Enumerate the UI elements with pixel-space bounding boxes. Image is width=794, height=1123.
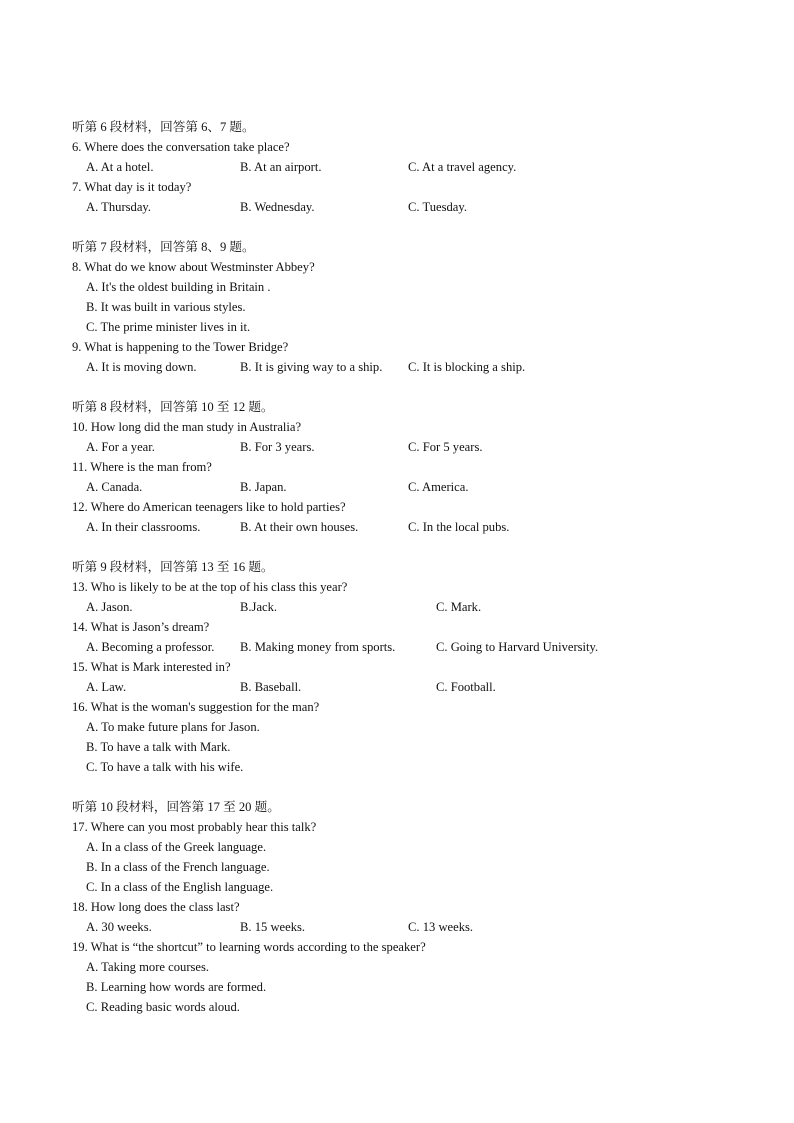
question-7: 7. What day is it today? bbox=[72, 180, 192, 194]
question-8: 8. What do we know about Westminster Abbey? bbox=[72, 260, 315, 274]
section-heading: 听第 9 段材料，回答第 13 至 16 题。 bbox=[72, 560, 274, 574]
option-a: A. Jason. bbox=[86, 600, 133, 614]
option-c: C. At a travel agency. bbox=[408, 160, 517, 174]
option-b: B. Wednesday. bbox=[240, 200, 315, 214]
option-b: B. Learning how words are formed. bbox=[86, 980, 267, 994]
option-b: B. 15 weeks. bbox=[240, 920, 306, 934]
option-b: B. At an airport. bbox=[240, 160, 322, 174]
option-a: A. Thursday. bbox=[86, 200, 152, 214]
option-a: A. At a hotel. bbox=[86, 160, 154, 174]
option-c: C. Football. bbox=[436, 680, 496, 694]
options-row bbox=[86, 639, 736, 655]
question-15: 15. What is Mark interested in? bbox=[72, 660, 231, 674]
option-b: B. To have a talk with Mark. bbox=[86, 740, 231, 754]
option-c: C. Tuesday. bbox=[408, 200, 468, 214]
option-a: A. To make future plans for Jason. bbox=[86, 720, 260, 734]
option-c: C. To have a talk with his wife. bbox=[86, 760, 244, 774]
option-b: B. It was built in various styles. bbox=[86, 300, 246, 314]
question-16: 16. What is the woman's suggestion for the man? bbox=[72, 700, 320, 714]
option-b: B. Making money from sports. bbox=[240, 640, 396, 654]
option-b: B. At their own houses. bbox=[240, 520, 359, 534]
question-12: 12. Where do American teenagers like to hold parties? bbox=[72, 500, 346, 514]
options-row bbox=[86, 599, 736, 615]
option-b: B. Japan. bbox=[240, 480, 287, 494]
options-row bbox=[86, 679, 736, 695]
option-a: A. Law. bbox=[86, 680, 127, 694]
options-row bbox=[86, 519, 736, 535]
question-19: 19. What is “the shortcut” to learning words according to the speaker? bbox=[72, 940, 426, 954]
options-row bbox=[86, 919, 736, 935]
question-18: 18. How long does the class last? bbox=[72, 900, 240, 914]
options-row bbox=[86, 359, 736, 375]
section-heading: 听第 8 段材料，回答第 10 至 12 题。 bbox=[72, 400, 274, 414]
question-11: 11. Where is the man from? bbox=[72, 460, 212, 474]
option-a: A. Canada. bbox=[86, 480, 143, 494]
option-b: B. In a class of the French language. bbox=[86, 860, 270, 874]
option-c: C. In the local pubs. bbox=[408, 520, 510, 534]
option-a: A. Becoming a professor. bbox=[86, 640, 215, 654]
option-a: A. It is moving down. bbox=[86, 360, 197, 374]
question-14: 14. What is Jason’s dream? bbox=[72, 620, 210, 634]
question-13: 13. Who is likely to be at the top of his class this year? bbox=[72, 580, 348, 594]
option-b: B. It is giving way to a ship. bbox=[240, 360, 383, 374]
option-c: C. It is blocking a ship. bbox=[408, 360, 526, 374]
options-row bbox=[86, 199, 736, 215]
option-a: A. 30 weeks. bbox=[86, 920, 152, 934]
option-b: B. For 3 years. bbox=[240, 440, 315, 454]
option-c: C. 13 weeks. bbox=[408, 920, 474, 934]
option-c: C. Going to Harvard University. bbox=[436, 640, 599, 654]
question-10: 10. How long did the man study in Australia? bbox=[72, 420, 302, 434]
option-a: A. In their classrooms. bbox=[86, 520, 201, 534]
option-a: A. For a year. bbox=[86, 440, 155, 454]
option-b: B. Baseball. bbox=[240, 680, 302, 694]
option-c: C. Mark. bbox=[436, 600, 482, 614]
option-c: C. The prime minister lives in it. bbox=[86, 320, 251, 334]
option-b: B.Jack. bbox=[240, 600, 278, 614]
option-c: C. In a class of the English language. bbox=[86, 880, 274, 894]
section-heading: 听第 10 段材料，回答第 17 至 20 题。 bbox=[72, 800, 280, 814]
option-c: C. For 5 years. bbox=[408, 440, 483, 454]
option-a: A. In a class of the Greek language. bbox=[86, 840, 267, 854]
option-a: A. Taking more courses. bbox=[86, 960, 210, 974]
section-heading: 听第 6 段材料，回答第 6、7 题。 bbox=[72, 120, 255, 134]
options-row bbox=[86, 479, 736, 495]
option-a: A. It's the oldest building in Britain . bbox=[86, 280, 271, 294]
option-c: C. America. bbox=[408, 480, 469, 494]
question-9: 9. What is happening to the Tower Bridge? bbox=[72, 340, 289, 354]
question-17: 17. Where can you most probably hear this talk? bbox=[72, 820, 317, 834]
options-row bbox=[86, 439, 736, 455]
section-heading: 听第 7 段材料，回答第 8、9 题。 bbox=[72, 240, 255, 254]
option-c: C. Reading basic words aloud. bbox=[86, 1000, 240, 1014]
options-row bbox=[86, 159, 736, 175]
question-6: 6. Where does the conversation take place? bbox=[72, 140, 290, 154]
